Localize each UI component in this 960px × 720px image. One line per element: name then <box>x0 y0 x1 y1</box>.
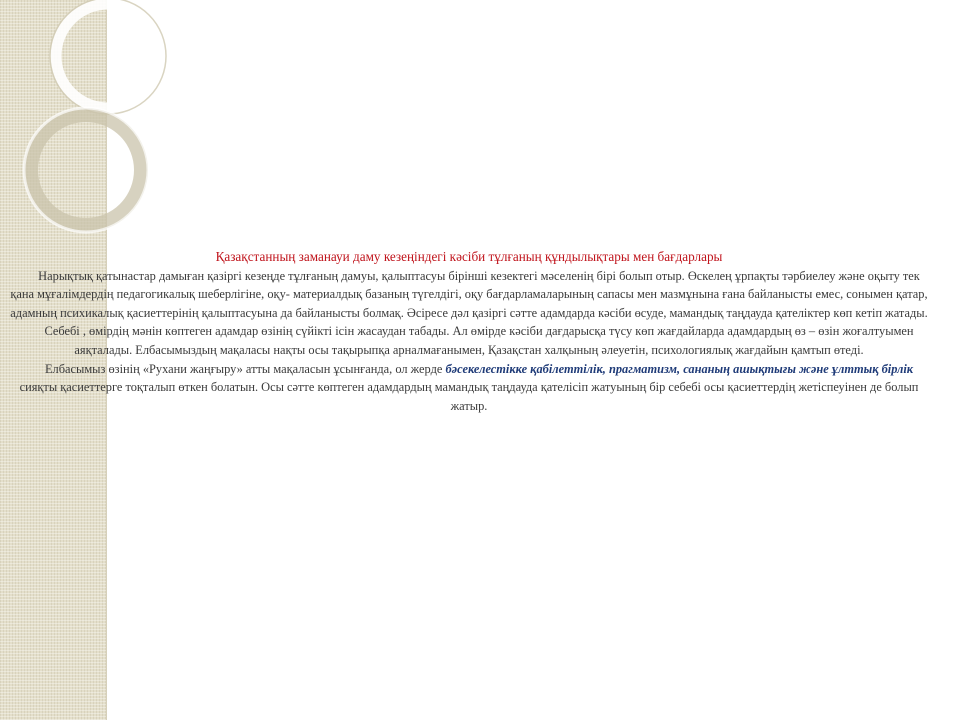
paragraph-3-text-after: сияқты қасиеттерге тоқталып өткен болатын. Осы сәтте көптеген адамдардың мамандық таңдауда қателісіп жатуының бір себебі осы қасиеттердің жетіспеуінен де болып жатыр. <box>19 380 919 413</box>
slide-content <box>8 248 930 415</box>
paragraph-3-text-before: Елбасымыз өзінің «Рухани жаңғыру» атты мақаласын ұсынғанда, ол жерде <box>44 361 446 376</box>
paragraph-3-emphasis: бәсекелестікке қабілеттілік, прагматизм, сананың ашықтығы және ұлттық бірлік <box>445 361 914 376</box>
decorative-rings <box>0 0 200 260</box>
decorative-ring-small-highlight <box>24 108 148 232</box>
paragraph-1 <box>8 267 930 323</box>
paragraph-3 <box>8 360 930 416</box>
decorative-ring-large <box>56 4 160 108</box>
paragraph-2 <box>8 322 930 359</box>
slide-title: Қазақстанның заманауи даму кезеңіндегі кәсіби тұлғаның құндылықтары мен бағдарлары <box>215 249 723 264</box>
paragraph-2-text: Себебі , өмірдің мәнін көптеген адамдар өзінің сүйікті ісін жасаудан табады. Ал өмірде кәсіби дағдарысқа түсу көп жағдайларда адамдардың өз – өзін жоғалтуымен аяқталады. Елбасымыздың мақаласы нақты осы тақырыпқа арналмағанымен, Қазақстан халқының әлеуетін, психологиялық жағдайын қамтып өтеді. <box>44 324 914 357</box>
decorative-ring-small <box>31 115 141 225</box>
paragraph-1-text: Нарықтық қатынастар дамыған қазіргі кезеңде тұлғаның дамуы, қалыптасуы бірінші кезектегі мәселенің бірі болып отыр. Өскелең ұрпақты тәрбиелеу және оқыту тек қана мұғалімдердің педагогикалық шеберлігіне, оқу- материалдық базаның түгелдігі, оқу бағдарламаларының сапасы мен мазмұнына ғана байланысты емес, сонымен қатар, адамның психикалық қасиеттерінің қалыптасуына да байланысты болмақ. Әсіресе дәл қазіргі сәтте адамдарда кәсіби өсуде, мамандық таңдауда қателіктер көп кетіп жатады. <box>10 268 928 320</box>
